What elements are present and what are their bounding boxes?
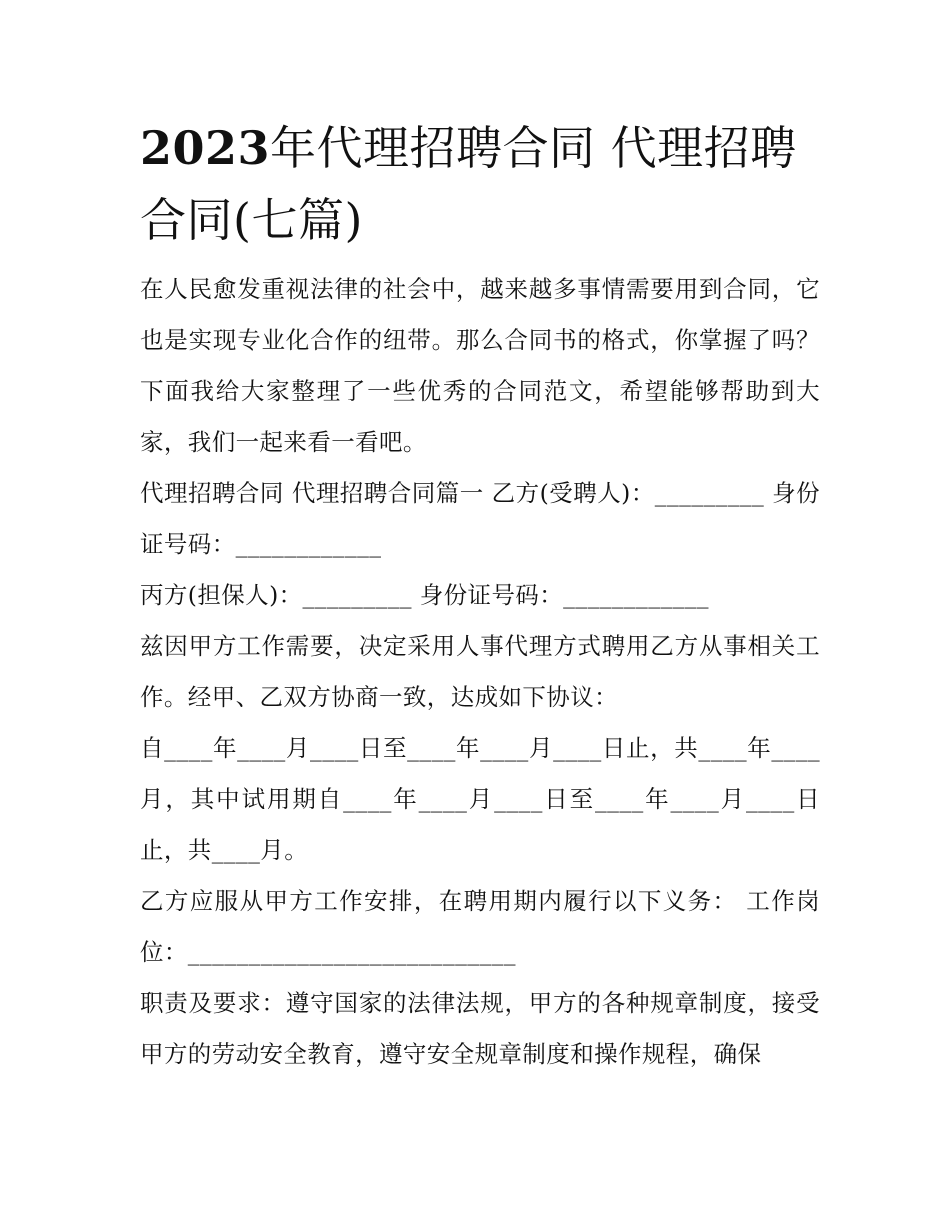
intro-paragraph: 在人民愈发重视法律的社会中，越来越多事情需要用到合同，它也是实现专业化合作的纽带。那么合同书的格式，你掌握了吗？下面我给大家整理了一些优秀的合同范文，希望能够帮助到大家，我们一起来看一看吧。 (140, 275, 820, 456)
agreement-paragraph: 兹因甲方工作需要，决定采用人事代理方式聘用乙方从事相关工作。经甲、乙双方协商一致，达成如下协议： (140, 632, 820, 711)
party-c-line: 丙方(担保人)：_________ 身份证号码：____________ (140, 581, 709, 609)
title-text: 年代理招聘合同 代理招聘合同(七篇) (140, 121, 797, 247)
document-title (140, 112, 820, 256)
duties-paragraph: 乙方应服从甲方工作安排，在聘用期内履行以下义务： 工作岗位：___________________________ (140, 887, 820, 966)
term-paragraph: 自____年____月____日至____年____月____日止，共____年____月，其中试用期自____年____月____日至____年____月____日止，共____月。 (140, 734, 820, 864)
party-b-line: 代理招聘合同 代理招聘合同篇一 乙方(受聘人)：_________ 身份证号码：____________ (140, 479, 820, 558)
title-year: 2023 (140, 121, 271, 175)
responsibilities-paragraph: 职责及要求：遵守国家的法律法规，甲方的各种规章制度，接受甲方的劳动安全教育，遵守安全规章制度和操作规程，确保 (140, 989, 820, 1068)
document-page (140, 112, 820, 1080)
